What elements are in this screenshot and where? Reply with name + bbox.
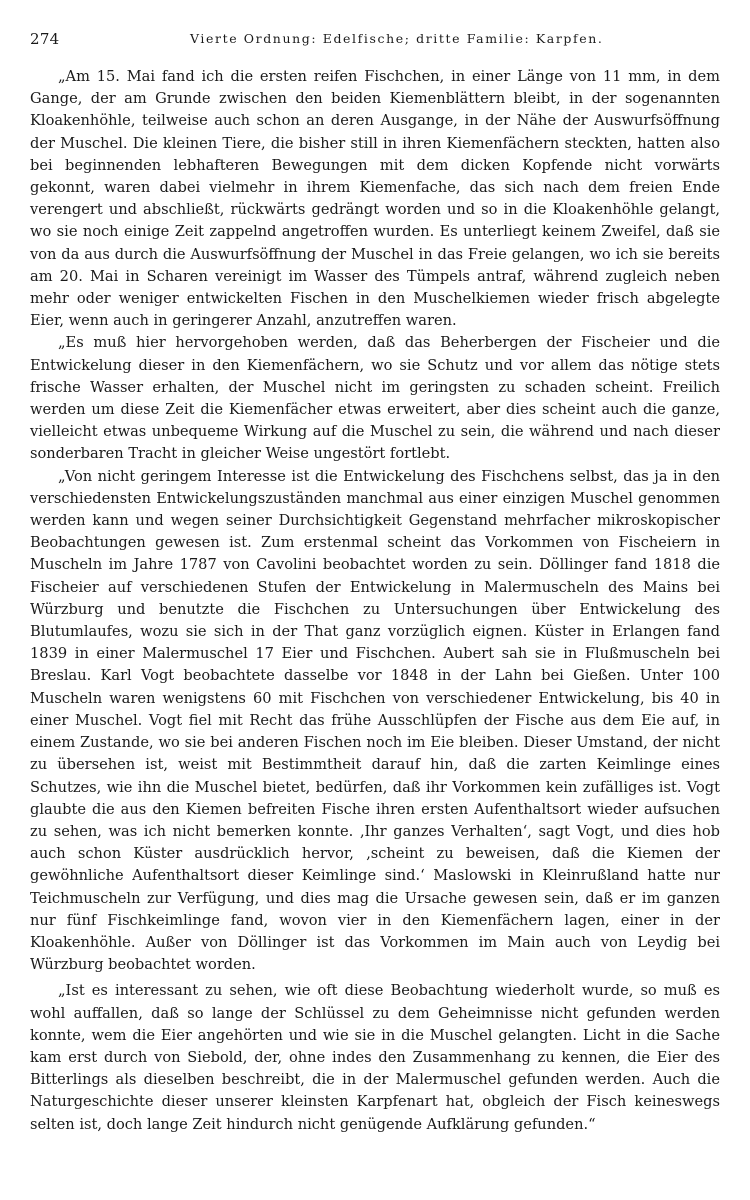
paragraph: „Ist es interessant zu sehen, wie oft diese Beobachtung wiederholt wurde, so muß es wohl auffallen, daß so lange der Schlüssel zu dem Geheimnisse nicht gefunden werden konnte, wem die Eier angehörten und wie sie in die Muschel gelangten. Licht in die Sache kam erst durch von Siebold, der, ohne indes den Zusammenhang zu kennen, die Eier des Bitterlings als dieselben beschreibt, die in der Malermuschel gefunden werden. Auch die Naturgeschichte dieser unserer kleinsten Karpfenart hat, obgleich der Fisch keineswegs selten ist, doch lange Zeit hindurch nicht genügende Aufklärung gefunden.“ bbox=[30, 982, 720, 1133]
paragraph: „Es muß hier hervorgehoben werden, daß das Beherbergen der Fischeier und die Entwickelung dieser in den Kiemenfächern, wo sie Schutz und vor allem das nötige stets frische Wasser erhalten, der Muschel nicht im geringsten zu schaden scheint. Freilich werden um diese Zeit die Kiemenfächer etwas erweitert, aber dies scheint auch die ganze, vielleicht etwas unbequeme Wirkung auf die Muschel zu sein, die während und nach dieser sonderbaren Tracht in gleicher Weise ungestört fortlebt. bbox=[30, 334, 720, 463]
body-text bbox=[30, 66, 720, 1136]
paragraph: „Am 15. Mai fand ich die ersten reifen Fischchen, in einer Länge von 11 mm, in dem Gange, der am Grunde zwischen den beiden Kiemenblättern bleibt, in der sogenannten Kloakenhöhle, teilweise auch schon an deren Ausgange, in der Nähe der Auswurfsöffnung der Muschel. Die kleinen Tiere, die bisher still in ihren Kiemenfächern steckten, hatten also bei beginnenden lebhafteren Bewegungen mit dem dicken Kopfende nicht vorwärts gekonnt, waren dabei vielmehr in ihrem Kiemenfache, das sich nach dem freien Ende verengert und abschließt, rückwärts gedrängt worden und so in die Kloakenhöhle gelangt, wo sie noch einige Zeit zappelnd angetroffen wurden. Es unterliegt keinem Zweifel, daß sie von da aus durch die Auswurfsöffnung der Muschel in das Freie gelangen, wo ich sie bereits am 20. Mai in Scharen vereinigt im Wasser des Tümpels antraf, während zugleich neben mehr oder weniger entwickelten Fischen in den Muschelkiemen wieder frisch abgelegte Eier, wenn auch in geringerer Anzahl, anzutreffen waren. bbox=[30, 68, 720, 330]
page-number: 274 bbox=[30, 30, 60, 48]
running-header bbox=[30, 30, 720, 52]
paragraph: „Von nicht geringem Interesse ist die Entwickelung des Fischchens selbst, das ja in den verschiedensten Entwickelungszuständen manchmal aus einer einzigen Muschel genommen werden kann und wegen seiner Durchsichtigkeit Gegenstand mehrfacher mikroskopischer Beobachtungen gewesen ist. Zum erstenmal scheint das Vorkommen von Fischeiern in Muscheln im Jahre 1787 von Cavolini beobachtet worden zu sein. Döllinger fand 1818 die Fischeier auf verschiedenen Stufen der Entwickelung in Malermuscheln des Mains bei Würzburg und benutzte die Fischchen zu Untersuchungen über Entwickelung des Blutumlaufes, wozu sie sich in der That ganz vorzüglich eignen. Küster in Erlangen fand 1839 in einer Malermuschel 17 Eier und Fischchen. Aubert sah sie in Flußmuscheln bei Breslau. Karl Vogt beobachtete dasselbe vor 1848 in der Lahn bei Gießen. Unter 100 Muscheln waren wenigstens 60 mit Fischchen von verschiedener Entwickelung, bis 40 in einer Muschel. Vogt fiel mit Recht das frühe Ausschlüpfen der Fische aus dem Eie auf, in einem Zustande, wo sie bei anderen Fischen noch im Eie bleiben. Dieser Umstand, der nicht zu übersehen ist, weist mit Bestimmtheit darauf hin, daß die zarten Keimlinge eines Schutzes, wie ihn die Muschel bietet, bedürfen, daß ihr Vorkommen kein zufälliges ist. Vogt glaubte die aus den Kiemen befreiten Fische ihren ersten Aufenthaltsort wieder aufsuchen zu sehen, was ich nicht bemerken konnte. ‚Ihr ganzes Verhalten‘, sagt Vogt, und dies hob auch schon Küster ausdrücklich hervor, ‚scheint zu beweisen, daß die Kiemen der gewöhnliche Aufenthaltsort dieser Keimlinge sind.‘ Maslowski in Kleinrußland hatte nur Teichmuscheln zur Verfügung, und dies mag die Ursache gewesen sein, daß er im ganzen nur fünf Fischkeimlinge fand, wovon vier in den Kiemenfächern lagen, einer in der Kloakenhöhle. Außer von Döllinger ist das Vorkommen im Main auch von Leydig bei Würzburg beobachtet worden. bbox=[30, 467, 720, 974]
running-title: Vierte Ordnung: Edelfische; dritte Familie: Karpfen. bbox=[190, 31, 604, 46]
